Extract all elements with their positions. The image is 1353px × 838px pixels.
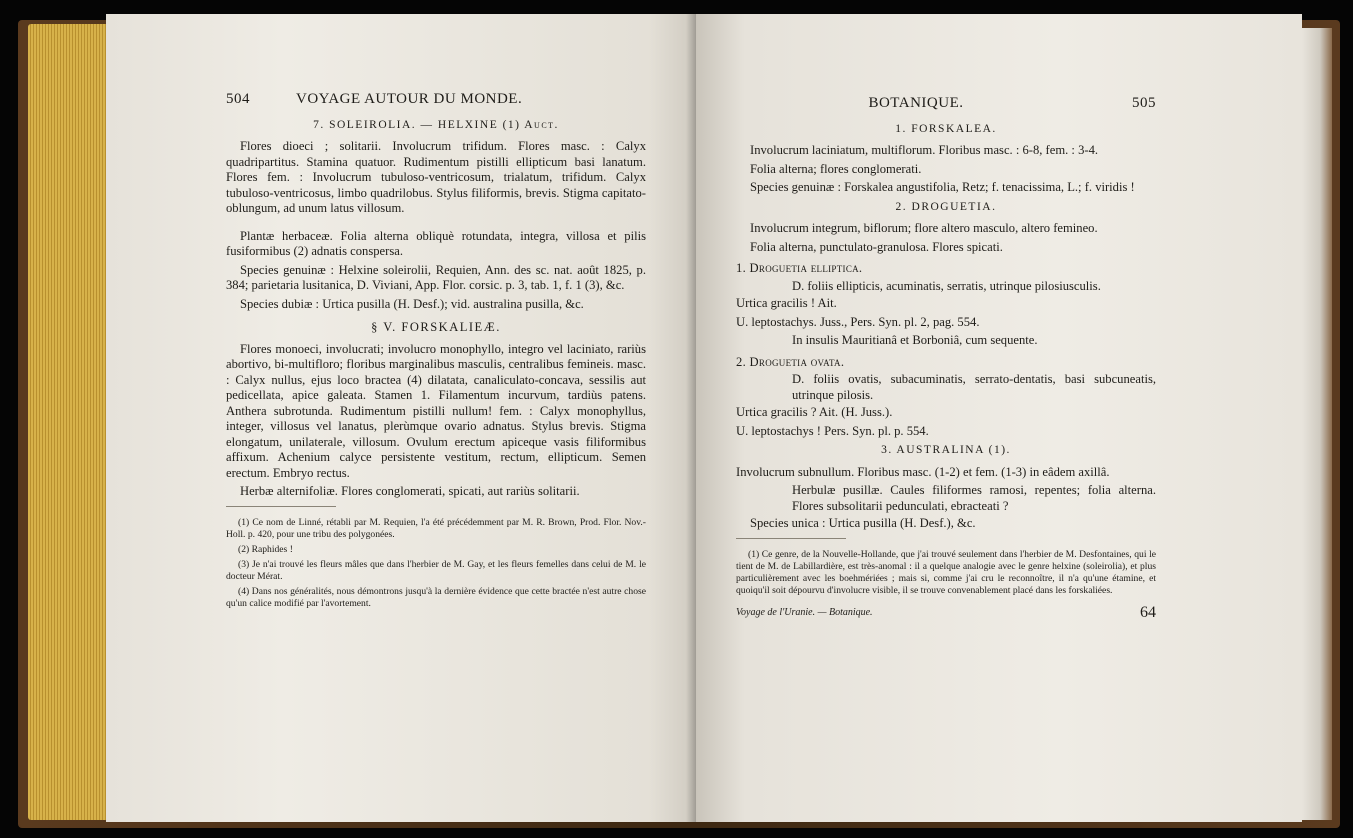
- genus-habit: Folia alterna; flores conglomerati.: [750, 161, 922, 176]
- species-line: In insulis Mauritianâ et Borboniâ, cum sequente.: [792, 333, 1038, 347]
- footnote-rule: [226, 506, 336, 507]
- species-dubiae: Species dubiæ : Urtica pusilla (H. Desf.); vid. australina pusilla, &c.: [240, 296, 584, 311]
- running-title: BOTANIQUE.: [868, 95, 964, 111]
- footnote: (1) Ce genre, de la Nouvelle-Hollande, que j'ai trouvé seulement dans l'herbier de M. Desfontaines, qui le tient de M. de Labillardière, est très-anomal : il a quelque analogie avec le genre helxine (soleirolia), et plus particulièrement avec les boehmériées ; mais si, comme j'ai cru le reconnoître, il n'a qu'une étamine, et quoiqu'il soit dépourvu d'involucre visible, il se trouve convenablement placé dans les forskaliées.: [736, 548, 1156, 596]
- genus-habit: Folia alterna, punctulato-granulosa. Flores spicati.: [750, 239, 1003, 254]
- genus-heading: 2. DROGUETIA.: [895, 200, 997, 213]
- genus-description: Involucrum subnullum. Floribus masc. (1-2) et fem. (1-3) in eâdem axillâ.: [736, 464, 1110, 479]
- page-stack-edge: [1302, 28, 1332, 820]
- signature-text: Voyage de l'Uranie. — Botanique.: [736, 606, 873, 618]
- footnotes: [226, 517, 646, 610]
- running-title: VOYAGE AUTOUR DU MONDE.: [296, 91, 523, 107]
- right-running-head: [736, 96, 1156, 112]
- species-line: U. leptostachys ! Pers. Syn. pl. p. 554.: [736, 423, 929, 438]
- signature-mark: 64: [1140, 603, 1156, 621]
- species-line: Urtica gracilis ? Ait. (H. Juss.).: [736, 405, 893, 419]
- footnote: (2) Raphides !: [238, 543, 293, 555]
- footnote-rule: [736, 538, 846, 539]
- genus-habit: Herbulæ pusillæ. Caules filiformes ramosi, repentes; folia alterna. Flores subsolitarii pedunculati, ebracteati ?: [792, 483, 1156, 513]
- species-title: 1. Droguetia elliptica.: [736, 261, 863, 275]
- footnote: (1) Ce nom de Linné, rétabli par M. Requien, l'a été précédemment par M. R. Brown, Prod. Flor. Nov.-Holl. p. 420, pour une tribu des polygonées.: [226, 516, 646, 540]
- section-habit: Herbæ alternifoliæ. Flores conglomerati, spicati, aut rariùs solitarii.: [240, 484, 580, 498]
- species-title: 2. Droguetia ovata.: [736, 354, 845, 369]
- footnotes: [736, 549, 1156, 597]
- species-line: Urtica gracilis ! Ait.: [736, 296, 837, 310]
- left-page: [106, 14, 696, 822]
- species-genuinae: Species genuinæ : Helxine soleirolii, Requien, Ann. des sc. nat. août 1825, p. 384; parietaria lusitanica, D. Viviani, App. Flor. corsic. p. 3, tab. 1, f. 1 (3), &c.: [226, 262, 646, 292]
- section-description: Flores monoeci, involucrati; involucro monophyllo, integro vel laciniato, rariùs abortivo, bi-multifloro; floribus marginalibus masculis, centralibus femineis. masc. : Calyx nullus, ejus loco bractea (4) dilatata, canaliculato-concava, sessilis aut pedicellata, apice galeata. Stamen 1. Filamentum incurvum, tardiùs patens. Anthera subrotunda. Rudimentum pistilli nullum! fem. : Calyx monophyllus, integer, villosus vel lanatus, plerùmque ovario adnatus. Stylus brevis. Stigma elongatum, unilaterale, villosum. Ovulum erectum apiceque vasis filiformibus affixum. Achenium calyce persistente vestitum, rectum, ellipticum. Semen erectum. Embryo rectus.: [226, 341, 646, 480]
- footnote: (3) Je n'ai trouvé les fleurs mâles que dans l'herbier de M. Gay, et les fleurs femelles dans celui de M. le docteur Mérat.: [226, 558, 646, 582]
- left-running-head: [226, 92, 646, 108]
- species-line: D. foliis ellipticis, acuminatis, serratis, utrinque pilosiusculis.: [792, 278, 1101, 293]
- page-number: 505: [1132, 95, 1156, 111]
- section-heading: § V. FORSKALIEÆ.: [371, 320, 501, 334]
- genus-heading: 1. FORSKALEA.: [895, 122, 997, 135]
- genus-description: Involucrum laciniatum, multiflorum. Floribus masc. : 6-8, fem. : 3-4.: [750, 143, 1099, 157]
- right-page: [696, 14, 1302, 822]
- right-page-content: [736, 96, 1156, 620]
- signature-line: [736, 605, 1156, 621]
- species-unica: Species unica : Urtica pusilla (H. Desf.), &c.: [750, 516, 976, 530]
- gilt-page-edge: [28, 24, 108, 820]
- genus-heading: 3. AUSTRALINA (1).: [881, 444, 1011, 456]
- species-line: U. leptostachys. Juss., Pers. Syn. pl. 2, pag. 554.: [736, 314, 980, 329]
- genus-description: Flores dioeci ; solitarii. Involucrum trifidum. Flores masc. : Calyx quadripartitus. Stamina quatuor. Rudimentum pistilli ellipticum basi lanatum. Flores fem. : Involucrum tubuloso-ventricosum, trialatum, trifidum. Calyx tubuloso-ventricosus, limbo quadrilobus. Stylus filiformis, brevis. Stigma capitato-oblungum, ad unum latus villosum.: [226, 139, 646, 215]
- page-number: 504: [226, 91, 250, 107]
- genus-habit: Plantæ herbaceæ. Folia alterna obliquè rotundata, integra, villosa et pilis fusiformibus (2) adnatis conspersa.: [226, 228, 646, 258]
- genus-description: Involucrum integrum, biflorum; flore altero masculo, altero femineo.: [750, 221, 1098, 235]
- open-book: [18, 14, 1340, 828]
- genus-heading: 7. SOLEIROLIA. — HELXINE (1) Auct.: [313, 118, 559, 131]
- left-page-content: [226, 92, 646, 613]
- species-line: D. foliis ovatis, subacuminatis, serrato-dentatis, basi subcuneatis, utrinque pilosis.: [792, 372, 1156, 402]
- species-genuinae: Species genuinæ : Forskalea angustifolia, Retz; f. tenacissima, L.; f. viridis !: [750, 180, 1135, 194]
- footnote: (4) Dans nos généralités, nous démontrons jusqu'à la dernière évidence que cette bractée n'est autre chose qu'un calice modifié par l'avortement.: [226, 585, 646, 609]
